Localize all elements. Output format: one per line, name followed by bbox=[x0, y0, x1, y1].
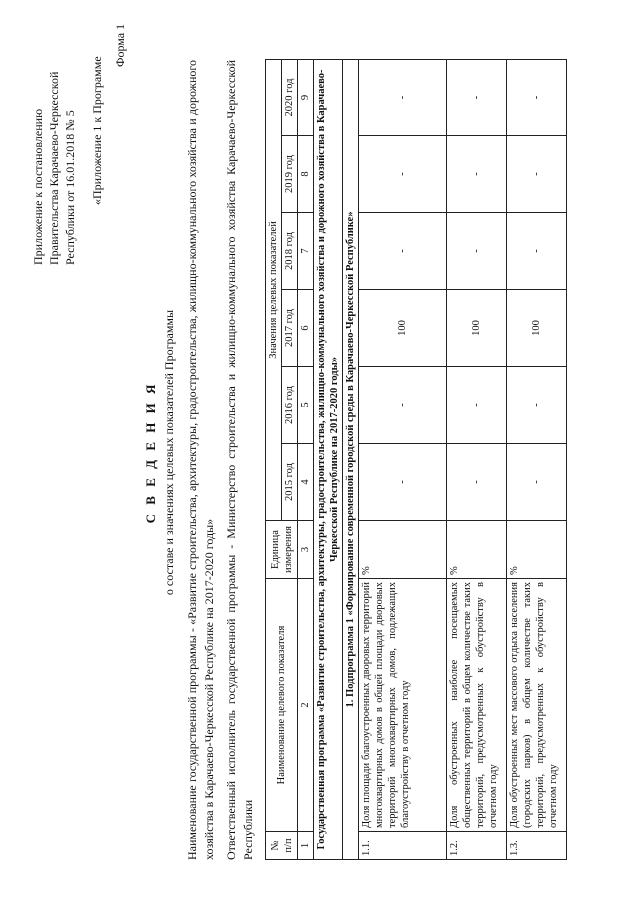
col-number: 6 bbox=[298, 290, 314, 367]
table-row bbox=[507, 59, 567, 859]
row-num: 1.1. bbox=[359, 832, 447, 860]
col-number: 4 bbox=[298, 444, 314, 521]
row-value: 100 bbox=[359, 290, 447, 367]
row-value: - bbox=[447, 213, 507, 290]
row-value: 100 bbox=[507, 290, 567, 367]
row-indicator-name: Доля обустроенных наиболее посещаемых общественных территорий в общем количестве таких территорий, предусмотренных к обустройству в отчетном году bbox=[447, 579, 507, 832]
row-unit: % bbox=[507, 521, 567, 579]
appendix-line: Приложение к постановлению bbox=[31, 108, 45, 265]
col-number: 7 bbox=[298, 213, 314, 290]
col-number: 3 bbox=[298, 521, 314, 579]
row-indicator-name: Доля площади благоустроенных дворовых территорий многоквартирных домов в общей площади дворовых территорий многоквартирных домов, подлежащих благоустройству в отчетном году bbox=[359, 579, 447, 832]
table-row bbox=[447, 59, 507, 859]
appendix-note bbox=[30, 25, 78, 265]
col-number: 1 bbox=[298, 832, 314, 860]
header-year: 2018 год bbox=[282, 213, 298, 290]
row-unit: % bbox=[359, 521, 447, 579]
row-value: - bbox=[447, 367, 507, 444]
program-appendix-note: «Приложение 1 к Программе bbox=[90, 56, 104, 205]
header-year: 2020 год bbox=[282, 59, 298, 135]
executor-paragraph: Ответственный исполнитель государственной программы - Министерство строительства и жилищно-коммунального хозяйства Карачаево-Черкесской Республики bbox=[224, 60, 255, 860]
row-value: - bbox=[507, 213, 567, 290]
col-number: 8 bbox=[298, 136, 314, 213]
form-label: Форма 1 bbox=[113, 23, 127, 67]
row-value: - bbox=[359, 136, 447, 213]
row-value: - bbox=[359, 213, 447, 290]
document-title: С В Е Д Е Н И Я bbox=[143, 381, 158, 524]
header-year: 2016 год bbox=[282, 367, 298, 444]
indicators-table bbox=[265, 59, 567, 860]
row-value: - bbox=[359, 59, 447, 135]
column-numbers-row bbox=[298, 59, 314, 859]
header-year: 2015 год bbox=[282, 444, 298, 521]
header-year: 2019 год bbox=[282, 136, 298, 213]
row-value: - bbox=[447, 444, 507, 521]
row-num: 1.2. bbox=[447, 832, 507, 860]
subprogram-row bbox=[343, 59, 359, 859]
row-value: - bbox=[507, 367, 567, 444]
row-value: 100 bbox=[447, 290, 507, 367]
program-title-cell: Государственная программа «Развитие строительства, архитектуры, градостроительства, жилищно-коммунального хозяйства и дорожного хозяйства в Карачаево-Черкесской Республике на 2017-2020 годы» bbox=[314, 59, 343, 859]
row-value: - bbox=[507, 444, 567, 521]
row-num: 1.3. bbox=[507, 832, 567, 860]
row-value: - bbox=[447, 136, 507, 213]
col-number: 5 bbox=[298, 367, 314, 444]
header-year: 2017 год bbox=[282, 290, 298, 367]
subprogram-title-cell: 1. Подпрограмма 1 «Формирование современной городской среды в Карачаево-Черкесской Республике» bbox=[343, 59, 359, 859]
col-number: 2 bbox=[298, 579, 314, 832]
row-unit: % bbox=[447, 521, 507, 579]
appendix-line: Правительства Карачаево-Черкесской bbox=[47, 71, 61, 265]
row-indicator-name: Доля обустроенных мест массового отдыха населения (городских парков) в общем количестве таких территорий, предусмотренных к обустройству в отчетном году bbox=[507, 579, 567, 832]
program-name-paragraph: Наименование государственной программы - «Развитие строительства, архитектуры, градостроительства, жилищно-коммунального хозяйства и дорожного хозяйства в Карачаево-Черкесской Республике на 2017-2020 годы» bbox=[185, 60, 216, 860]
row-value: - bbox=[359, 444, 447, 521]
header-values-group: Значения целевых показателей bbox=[266, 59, 282, 520]
program-row bbox=[314, 59, 343, 859]
document-subtitle: о составе и значениях целевых показателей Программы bbox=[162, 309, 176, 596]
col-number: 9 bbox=[298, 59, 314, 135]
row-value: - bbox=[447, 59, 507, 135]
header-num: № п/п bbox=[266, 832, 298, 860]
header-row bbox=[266, 59, 282, 859]
row-value: - bbox=[507, 136, 567, 213]
appendix-line: Республики от 16.01.2018 № 5 bbox=[63, 110, 77, 265]
header-unit: Единица измерения bbox=[266, 521, 298, 579]
row-value: - bbox=[359, 367, 447, 444]
row-value: - bbox=[507, 59, 567, 135]
table-row bbox=[359, 59, 447, 859]
header-name: Наименование целевого показателя bbox=[266, 579, 298, 832]
